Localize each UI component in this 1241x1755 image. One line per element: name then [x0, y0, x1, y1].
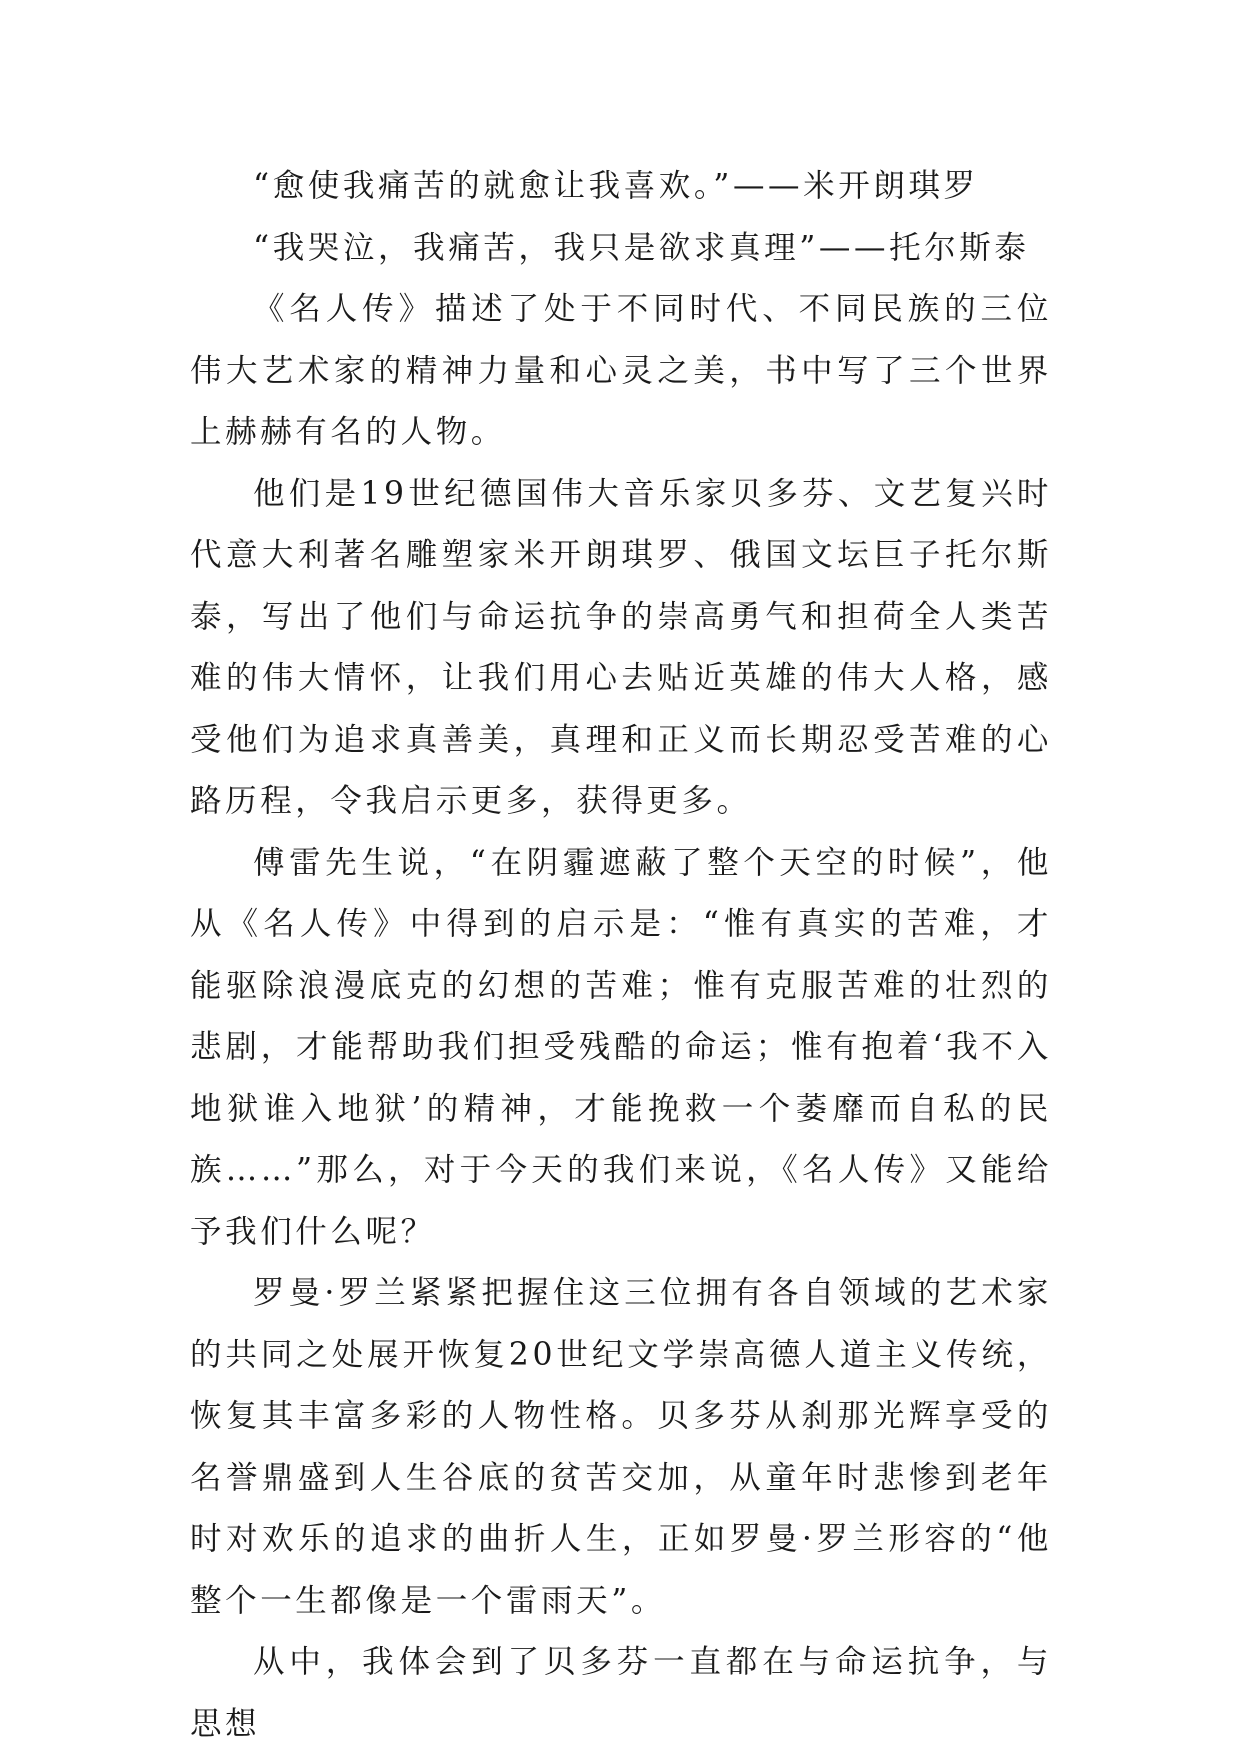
quote-tolstoy: “我哭泣，我痛苦，我只是欲求真理”——托尔斯泰 [253, 229, 1030, 266]
paragraph-romain-rolland: 罗曼·罗兰紧紧把握住这三位拥有各自领域的艺术家的共同之处展开恢复20世纪文学崇高德人道主义传统，恢复其丰富多彩的人物性格。贝多芬从刹那光辉享受的名誉鼎盛到人生谷底的贫苦交加，从童年时悲惨到老年时对欢乐的追求的曲折人生，正如罗曼·罗兰形容的“他整个一生都像是一个雷雨天”。 [190, 1275, 1052, 1619]
quote-michelangelo: “愈使我痛苦的就愈让我喜欢。”——米开朗琪罗 [253, 168, 979, 204]
paragraph-conclusion-start: 从中，我体会到了贝多芬一直都在与命运抗争，与思想 [190, 1644, 1052, 1742]
document-body [190, 156, 1052, 1755]
paragraph-introduction: 《名人传》描述了处于不同时代、不同民族的三位伟大艺术家的精神力量和心灵之美，书中写了三个世界上赫赫有名的人物。 [190, 291, 1052, 450]
paragraph-fu-lei: 傅雷先生说，“在阴霾遮蔽了整个天空的时候”，他从《名人传》中得到的启示是：“惟有真实的苦难，才能驱除浪漫底克的幻想的苦难；惟有克服苦难的壮烈的悲剧，才能帮助我们担受残酷的命运；惟有抱着‘我不入地狱谁入地狱’的精神，才能挽救一个萎靡而自私的民族……”那么，对于今天的我们来说，《名人传》又能给予我们什么呢？ [190, 844, 1052, 1250]
paragraph-three-artists: 他们是19世纪德国伟大音乐家贝多芬、文艺复兴时代意大利著名雕塑家米开朗琪罗、俄国文坛巨子托尔斯泰，写出了他们与命运抗争的崇高勇气和担荷全人类苦难的伟大情怀，让我们用心去贴近英雄的伟大人格，感受他们为追求真善美，真理和正义而长期忍受苦难的心路历程，令我启示更多，获得更多。 [190, 475, 1052, 819]
